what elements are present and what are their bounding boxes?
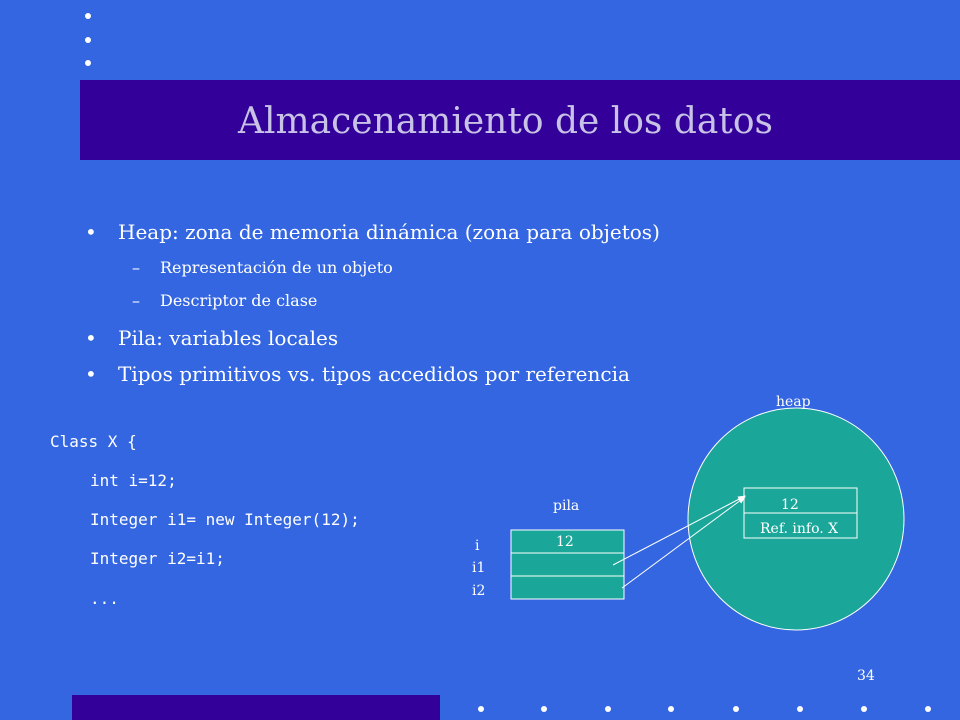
object-ref-label: Ref. info. X [760, 521, 839, 537]
stack-cell-i2 [511, 576, 624, 599]
stack-label: pila [553, 498, 580, 514]
decorative-dot [797, 706, 803, 712]
decorative-dot [541, 706, 547, 712]
decorative-dot [605, 706, 611, 712]
code-line: Class X { [50, 432, 137, 451]
bullet-text: Heap: zona de memoria dinámica (zona para objetos) [118, 220, 660, 244]
heap-label: heap [776, 394, 811, 410]
sub-bullet-text: Representación de un objeto [160, 258, 393, 277]
sub-bullet-marker: – [132, 258, 140, 277]
stack-var-label: i2 [472, 583, 486, 599]
sub-bullet-text: Descriptor de clase [160, 291, 318, 310]
decorative-dot [925, 706, 931, 712]
bullet-text: Tipos primitivos vs. tipos accedidos por referencia [118, 362, 630, 386]
code-line: Integer i2=i1; [90, 549, 225, 568]
footer-band [72, 695, 440, 720]
slide-title: Almacenamiento de los datos [238, 101, 773, 142]
decorative-dot [478, 706, 484, 712]
object-value: 12 [781, 497, 799, 513]
page-number: 34 [857, 668, 875, 684]
sub-bullet-marker: – [132, 291, 140, 310]
bullet-marker: • [85, 326, 97, 350]
stack-var-label: i [475, 538, 480, 554]
code-line: int i=12; [90, 471, 177, 490]
decorative-dot [733, 706, 739, 712]
decorative-dot [668, 706, 674, 712]
code-line: ... [90, 589, 119, 608]
stack-value: 12 [556, 534, 574, 550]
bullet-text: Pila: variables locales [118, 326, 339, 350]
decorative-dot [861, 706, 867, 712]
stack-cell-i1 [511, 553, 624, 576]
code-line: Integer i1= new Integer(12); [90, 510, 360, 529]
bullet-marker: • [85, 362, 97, 386]
bullet-marker: • [85, 220, 97, 244]
stack-var-label: i1 [472, 560, 486, 576]
heap-circle [688, 408, 904, 630]
